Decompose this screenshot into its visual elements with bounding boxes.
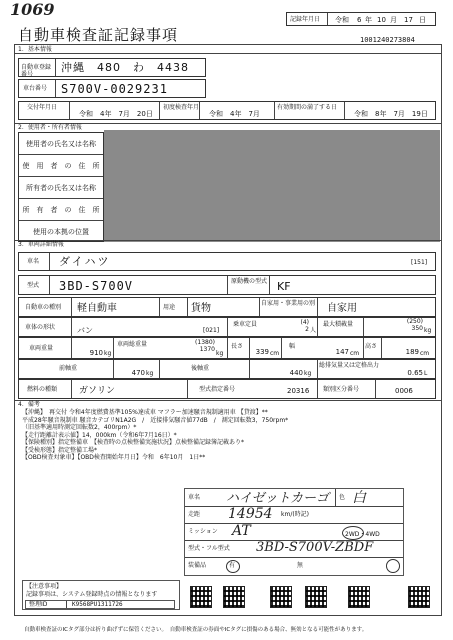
shape-label: 車体の形状	[25, 324, 56, 331]
notes-line1: 記録事項は、システム登録時点の情報となります	[26, 591, 158, 598]
remarks-line: 【OBD検査対象車】【OBD検査開始年月日】令和 6年10月 1日**	[22, 454, 206, 461]
width-value: 147	[335, 348, 349, 356]
remarks-line: 平成28年騒音規制車 騒音カテゴリN1A2G / 近接排気騒音値77dB / 測定回転数3，750rpm*	[22, 416, 289, 424]
rear-axle-label: 後軸重	[191, 365, 210, 372]
maker-value: ダイハツ	[59, 255, 111, 268]
model-num-label: 型式指定番号	[199, 386, 236, 393]
width-unit: cm	[350, 350, 360, 357]
type-value: 軽自動車	[77, 303, 117, 314]
section4-label: 4．備考	[18, 401, 40, 408]
memo-mission-label: ミッション	[188, 528, 218, 535]
class-num-label: 類別区分番号	[323, 386, 360, 393]
use-value: 貨物	[191, 303, 211, 314]
owner-table	[18, 132, 104, 242]
serial-number: 1001240273804	[360, 36, 415, 44]
chassis-row	[18, 79, 206, 98]
model-num-value: 20316	[287, 387, 310, 395]
displacement-label: 総排気量又は定格出力	[319, 362, 380, 369]
remarks-line: 【沖縄】 再交付 令和4年度燃費基準105%達成車 マフラー加速騒音規制適用車 【貸渡】**	[22, 409, 268, 416]
fuel-row	[18, 379, 436, 399]
first-inspect-label: 初度検査年月	[163, 104, 200, 111]
handwritten-number: 1069	[10, 0, 55, 19]
record-date-day: 17	[404, 16, 413, 24]
owner-row-4: 所 有 者 の 住 所	[22, 206, 100, 214]
memo-grade-label: 型式・フル型式	[188, 545, 230, 552]
chassis-label: 車台番号	[23, 85, 48, 92]
qr-code	[190, 586, 212, 608]
displacement-unit: L	[424, 370, 428, 377]
capacity-unit: 人	[310, 327, 317, 334]
weight-label: 車両重量	[29, 345, 54, 352]
capacity-label: 乗車定員	[233, 321, 258, 328]
redaction-block	[104, 130, 440, 242]
extras-circle	[226, 560, 240, 573]
type-row	[18, 297, 436, 317]
gross-unit: kg	[216, 350, 224, 357]
weight-unit: kg	[104, 350, 112, 357]
handwritten-mission: AT	[232, 523, 251, 539]
model-label: 型式	[27, 282, 40, 289]
extras-circle	[386, 559, 400, 573]
gross-value: (1380) 1370	[195, 339, 215, 353]
record-date-year: 6	[357, 16, 362, 24]
record-date-box	[286, 12, 436, 26]
owner-row-2: 使 用 者 の 住 所	[22, 162, 100, 170]
record-date-month: 10	[377, 16, 386, 24]
memo-extras-values: 有 無	[229, 562, 333, 569]
qr-code	[348, 586, 370, 608]
rear-axle-value: 440	[289, 369, 303, 377]
remarks-block	[22, 409, 438, 462]
record-date-month-unit: 月	[390, 16, 397, 24]
memo-odo-label: 走距	[188, 511, 201, 518]
owner-row-1: 使用者の氏名又は名称	[26, 140, 96, 148]
notes-id-value: K9568PU1311726	[72, 601, 123, 608]
handwritten-car-name: ハイゼットカーゴ	[226, 491, 329, 506]
axle-row	[18, 359, 436, 379]
model-value: 3BD-S700V	[59, 279, 134, 293]
use-label: 用途	[163, 304, 176, 311]
gross-label: 車両総重量	[117, 341, 148, 348]
owner-row-5: 使用の本拠の位置	[33, 228, 89, 236]
record-date-label: 記録年月日	[290, 16, 321, 23]
expiry-label: 有効期間の満了する日	[277, 104, 338, 111]
handwritten-model: 3BD-S700V-ZBDF	[256, 540, 374, 555]
qr-code	[223, 586, 245, 608]
engine-label: 原動機の型式	[231, 278, 268, 285]
class-num-value: 0006	[395, 387, 413, 395]
remarks-line: 【保険種別】指定整備車 【検査時の点検整備実施状況】点検整備記録簿記載あり*	[22, 439, 245, 446]
private-label: 自家用・事業用の別	[261, 300, 316, 307]
record-date-year-unit: 年	[365, 16, 372, 24]
weight-value: 910	[89, 349, 103, 357]
section2-label: 2．使用者・所有者情報	[18, 124, 82, 131]
rear-axle-unit: kg	[304, 370, 312, 377]
memo-color-label: 色	[339, 494, 346, 501]
owner-row-3: 所有者の氏名又は名称	[26, 184, 96, 192]
remarks-line: 【受検形態】指定整備工場*	[22, 446, 98, 454]
weight-row	[18, 337, 436, 359]
chassis-value: S700V-0029231	[61, 82, 168, 96]
handwritten-odometer: 14954	[228, 506, 273, 522]
front-axle-value: 470	[131, 369, 145, 377]
remarks-line: （旧基準適用時測定回転数2，400rpm）*	[22, 424, 137, 431]
qr-code	[305, 586, 327, 608]
notes-id-label: 整理ID	[29, 601, 48, 608]
first-reg-label: 交付年月日	[27, 104, 58, 111]
qr-code	[270, 586, 292, 608]
qr-code	[408, 586, 430, 608]
handwritten-color: 白	[352, 490, 366, 506]
reg-row	[18, 58, 206, 77]
notes-label: 【注意事項】	[26, 583, 63, 590]
fuel-value: ガソリン	[79, 386, 116, 396]
maker-code: [151]	[411, 259, 428, 266]
engine-value: KF	[277, 280, 291, 293]
shape-code: [021]	[203, 327, 220, 334]
footer-note: 自動車検査証のICタグ部分は折り曲げずに保管ください。 自動車検査証の券面やICタグに損傷のある場合、無効となる可能性があります。	[24, 627, 368, 633]
fuel-label: 燃料の種類	[27, 386, 58, 393]
height-value: 189	[405, 348, 419, 356]
section1-label: 1．基本情報	[18, 46, 52, 53]
length-unit: cm	[270, 350, 280, 357]
memo-extras-label: 装備品	[188, 562, 207, 569]
shape-value: バン	[77, 326, 93, 335]
model-row	[18, 275, 436, 295]
first-inspect-value: 令和 4年 7月	[209, 110, 260, 118]
length-label: 長さ	[231, 343, 244, 350]
front-axle-unit: kg	[146, 370, 154, 377]
max-load-label: 最大積載量	[323, 321, 354, 328]
front-axle-label: 前軸重	[59, 365, 78, 372]
memo-odo-unit: km/(時記)	[281, 511, 310, 518]
first-reg-value: 令和 4年 7月 20日	[79, 110, 153, 118]
shape-row	[18, 317, 436, 337]
capacity-value: (4) 2	[300, 319, 309, 333]
maker-row	[18, 252, 436, 271]
max-load-value: (250) 350	[406, 318, 423, 332]
reg-value: 沖縄 480 わ 4438	[61, 61, 189, 74]
record-date-era: 令和	[335, 16, 349, 24]
reg-label: 自動車登録番号	[21, 64, 52, 78]
remarks-line: 【走行距離計表示値】14，000km（令和6年7月16日）*	[22, 431, 177, 439]
expiry-value: 令和 8年 7月 19日	[354, 110, 428, 118]
width-label: 幅	[289, 343, 296, 350]
memo-drive-options: 2WD・4WD	[345, 531, 380, 538]
notes-box	[22, 580, 180, 610]
drive-circle	[342, 526, 364, 540]
document-title: 自動車検査証記録事項	[18, 26, 179, 44]
length-value: 339	[255, 348, 269, 356]
height-label: 高さ	[365, 343, 378, 350]
maker-label: 車名	[27, 258, 40, 265]
memo-name-label: 車名	[188, 494, 201, 501]
type-label: 自動車の種別	[25, 304, 62, 311]
section3-label: 3．車両詳細情報	[18, 241, 64, 248]
height-unit: cm	[420, 350, 430, 357]
date-row	[18, 101, 436, 120]
max-load-unit: kg	[424, 327, 432, 334]
record-date-day-unit: 日	[419, 16, 426, 24]
displacement-value: 0.65	[407, 369, 423, 377]
private-value: 自家用	[327, 303, 357, 314]
